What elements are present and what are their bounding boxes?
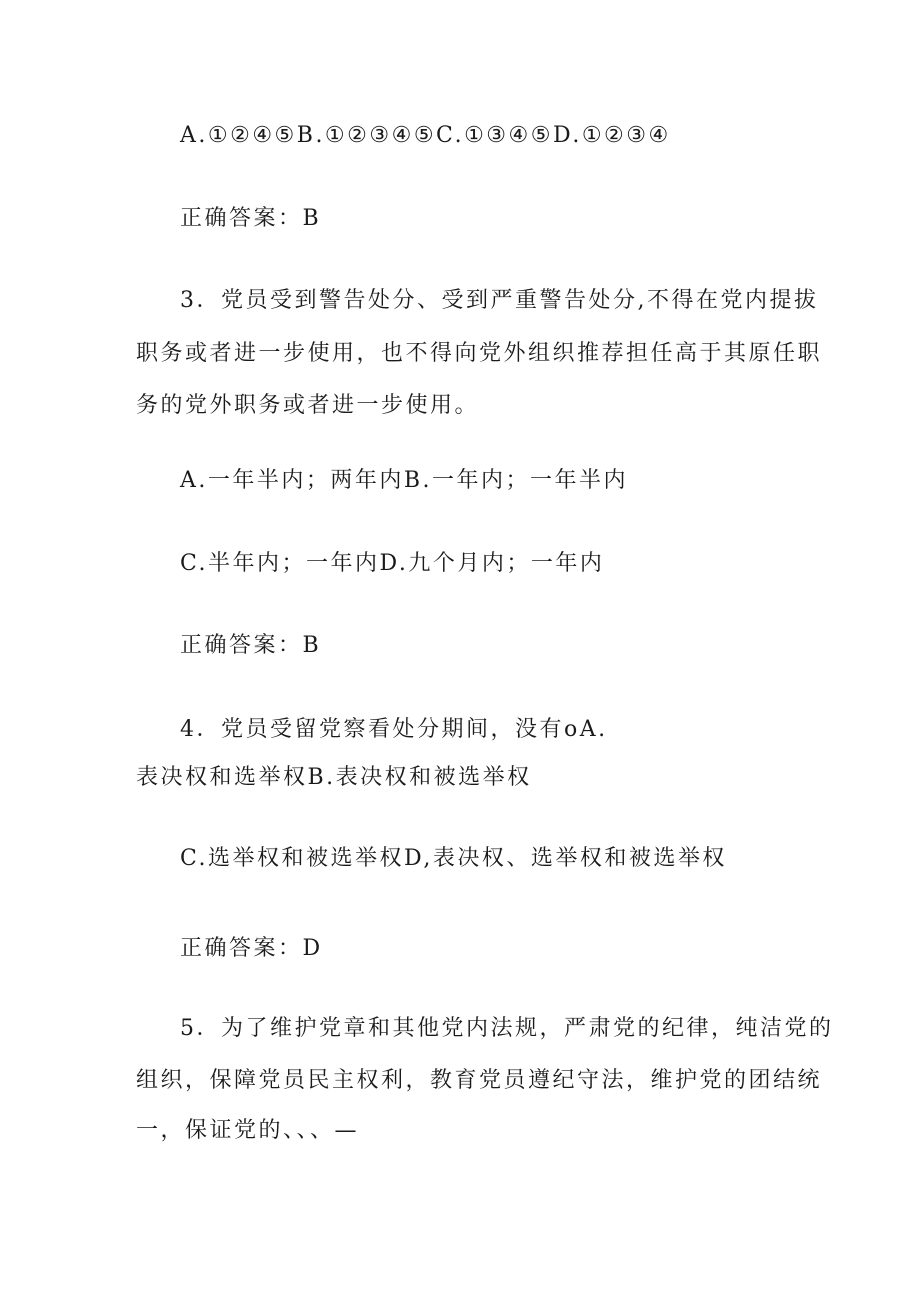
q4-answer: 正确答案：D: [180, 936, 323, 961]
q5-stem-line-3: 一，保证党的、、、—: [136, 1118, 360, 1143]
q4-stem-line-2: 表决权和选举权B.表决权和被选举权: [136, 765, 532, 790]
q3-stem-line-3: 务的党外职务或者进一步使用。: [136, 393, 480, 418]
q3-options-line-1: A.一年半内；两年内B.一年内；一年半内: [180, 468, 629, 493]
q4-options-line: C.选举权和被选举权D,表决权、选举权和被选举权: [180, 846, 727, 871]
q4-stem-line-1: 4．党员受留党察看处分期间，没有oA.: [180, 717, 608, 742]
q3-stem-line-2: 职务或者进一步使用，也不得向党外组织推荐担任高于其原任职: [136, 341, 823, 366]
q2-options: A.①②④⑤B.①②③④⑤C.①③④⑤D.①②③④: [180, 123, 671, 148]
q3-options-line-2: C.半年内；一年内D.九个月内；一年内: [180, 551, 605, 576]
q5-stem-line-2: 组织，保障党员民主权利，教育党员遵纪守法，维护党的团结统: [136, 1068, 823, 1093]
q5-stem-line-1: 5．为了维护党章和其他党内法规，严肃党的纪律，纯洁党的: [180, 1016, 834, 1041]
q3-stem-line-1: 3．党员受到警告处分、受到严重警告处分,不得在党内提拔: [180, 288, 819, 313]
q3-answer: 正确答案：B: [180, 633, 322, 658]
q2-answer: 正确答案：B: [180, 206, 322, 231]
